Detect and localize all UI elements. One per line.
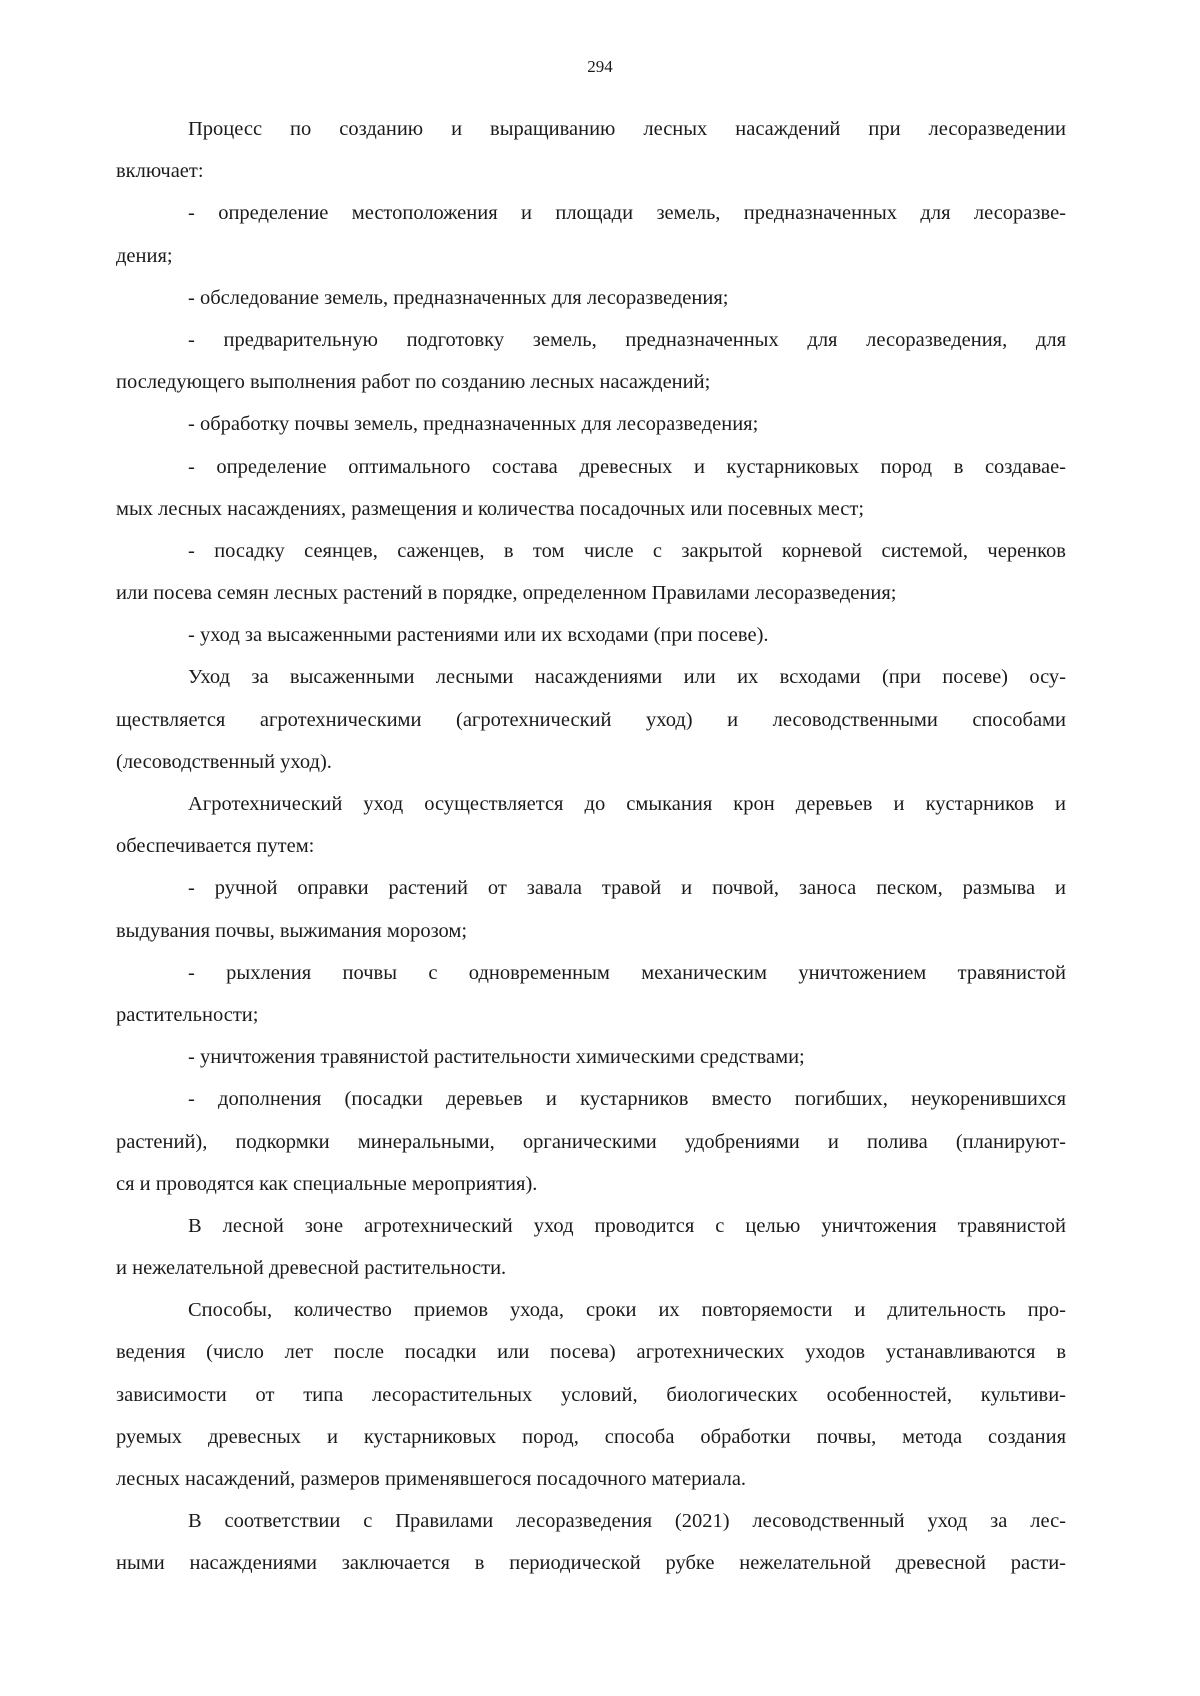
text-line: Агротехнический уход осуществляется до смыкания крон деревьев и кустарников и [188, 793, 1066, 815]
text-line: ществляется агротехническими (агротехнический уход) и лесоводственными способами [116, 708, 1066, 731]
text-line: В лесной зоне агротехнический уход проводится с целью уничтожения травянистой [188, 1214, 1066, 1237]
text-line: - определение местоположения и площади земель, предназначенных для лесоразве- [188, 202, 1066, 225]
text-line: выдувания почвы, выжимания морозом; [116, 919, 468, 942]
text-line: - дополнения (посадки деревьев и кустарников вместо погибших, неукоренившихся [188, 1088, 1066, 1111]
text-line: - обработку почвы земель, предназначенных для лесоразведения; [188, 413, 759, 436]
text-line: дения; [116, 244, 173, 267]
text-line: Уход за высаженными лесными насаждениями или их всходами (при посеве) осу- [188, 666, 1066, 689]
text-line: мых лесных насаждениях, размещения и количества посадочных или посевных мест; [116, 497, 865, 520]
text-line: - определение оптимального состава древесных и кустарниковых пород в создавае- [188, 455, 1066, 478]
text-line: - рыхления почвы с одновременным механическим уничтожением травянистой [188, 961, 1066, 984]
text-line: - посадку сеянцев, саженцев, в том числе с закрытой корневой системой, черенков [188, 539, 1066, 562]
text-line: (лесоводственный уход). [116, 750, 332, 773]
text-line: растений), подкормки минеральными, органическими удобрениями и полива (планируют- [116, 1130, 1066, 1153]
text-line: последующего выполнения работ по созданию лесных насаждений; [116, 371, 711, 394]
text-line: - ручной оправки растений от завала травой и почвой, заноса песком, размыва и [188, 877, 1066, 900]
text-line: Способы, количество приемов ухода, сроки их повторяемости и длительность про- [188, 1299, 1066, 1322]
text-line: или посева семян лесных растений в порядке, определенном Правилами лесоразведения; [116, 582, 897, 605]
text-line: ведения (число лет после посадки или посева) агротехнических уходов устанавливаются в [116, 1341, 1066, 1364]
text-line: - уход за высаженными растениями или их всходами (при посеве). [188, 624, 769, 647]
text-line: обеспечивается путем: [116, 835, 315, 858]
text-line: ся и проводятся как специальные мероприятия). [116, 1172, 538, 1195]
text-line: руемых древесных и кустарниковых пород, способа обработки почвы, метода создания [116, 1425, 1066, 1448]
body-text [116, 108, 1066, 1585]
text-line: включает: [116, 160, 204, 183]
text-line: ными насаждениями заключается в периодической рубке нежелательной древесной расти- [116, 1552, 1066, 1575]
text-line: Процесс по созданию и выращиванию лесных насаждений при лесоразведении [188, 118, 1066, 140]
text-line: растительности; [116, 1003, 259, 1026]
text-line: - обследование земель, предназначенных для лесоразведения; [188, 286, 729, 309]
text-line: В соответствии с Правилами лесоразведения (2021) лесоводственный уход за лес- [188, 1510, 1066, 1533]
text-line: зависимости от типа лесорастительных условий, биологических особенностей, культиви- [116, 1383, 1066, 1406]
text-line: - предварительную подготовку земель, предназначенных для лесоразведения, для [188, 328, 1066, 351]
text-line: и нежелательной древесной растительности. [116, 1257, 507, 1280]
text-line: лесных насаждений, размеров применявшегося посадочного материала. [116, 1468, 747, 1490]
text-line: - уничтожения травянистой растительности химическими средствами; [188, 1046, 805, 1069]
page-number: 294 [587, 57, 613, 76]
